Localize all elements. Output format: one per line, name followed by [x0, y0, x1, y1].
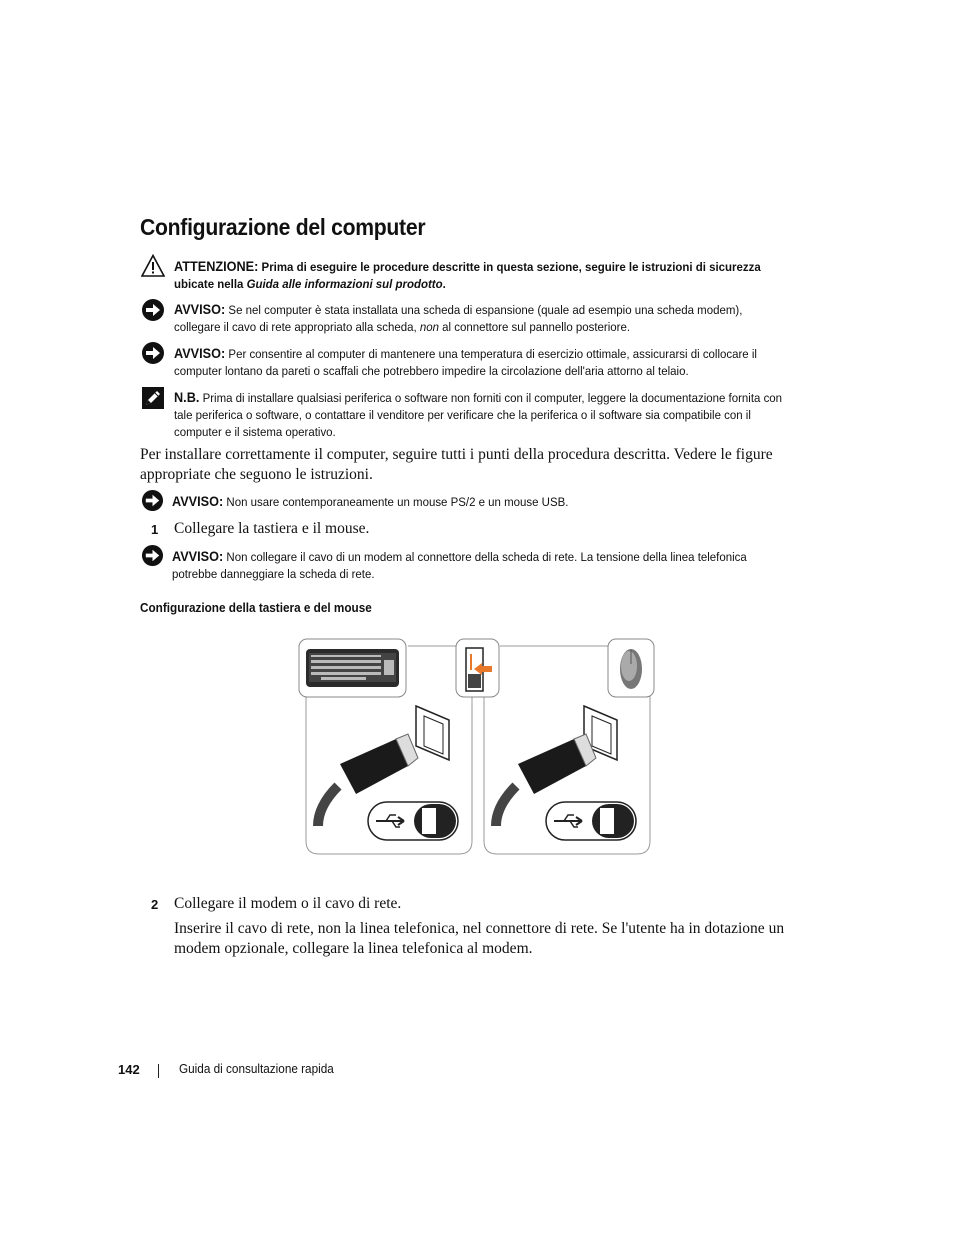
- notice-tail: .: [442, 277, 446, 291]
- notice-emphasis: Guida alle informazioni sul prodotto: [246, 277, 443, 291]
- step-detail: Inserire il cavo di rete, non la linea telefonica, nel connettore di rete. Se l'utente ha in dotazione un modem opzionale, collegare la linea telefonica al modem.: [174, 920, 785, 957]
- notice-text: Non usare contemporaneamente un mouse PS/2 e un mouse USB.: [226, 495, 569, 509]
- notice-arrow-icon: [141, 298, 165, 322]
- step-text: Collegare la tastiera e il mouse.: [174, 520, 370, 537]
- avviso-notice-temperature: [174, 345, 785, 380]
- notice-arrow-icon: [141, 341, 165, 365]
- usb-symbol-badge-right: [546, 802, 636, 840]
- notice-label: AVVISO:: [172, 494, 224, 509]
- page-number: 142: [118, 1062, 140, 1077]
- notice-label: AVVISO:: [174, 346, 226, 361]
- notice-arrow-icon: [141, 544, 164, 567]
- notice-text: Prima di eseguire le procedure descritte in questa sezione, seguire le istruzioni di sicurezza ubicate nella: [174, 260, 761, 291]
- footer-doc-title: Guida di consultazione rapida: [179, 1062, 334, 1076]
- figure-caption: Configurazione della tastiera e del mouse: [140, 601, 372, 615]
- notice-text: Prima di installare qualsiasi periferica o software non forniti con il computer, leggere la documentazione fornita con tale periferica o software, o contattare il venditore per verificare che la periferica o il software sia compatibile con il computer e il sistema operativo.: [174, 391, 783, 439]
- avviso-notice-expansion-card: [174, 301, 785, 336]
- attenzione-notice: [174, 258, 785, 293]
- rear-port-indicator-icon: [456, 639, 499, 697]
- intro-paragraph: Per installare correttamente il computer, seguire tutti i punti della procedura descritta. Vedere le figure appropriate che seguono le istruzioni.: [140, 446, 773, 483]
- notice-text: Per consentire al computer di mantenere una temperatura di esercizio ottimale, assicurarsi di collocare il computer lontano da pareti o scaffali che potrebbero impedire la circolazione dell'aria attorno al telaio.: [174, 347, 757, 378]
- notice-text: Non collegare il cavo di un modem al connettore della scheda di rete. La tensione della linea telefonica potrebbe danneggiare la scheda di rete.: [172, 550, 747, 581]
- avviso-notice-modem: [172, 548, 783, 583]
- warning-triangle-icon: [141, 254, 165, 278]
- step-number: 2: [151, 897, 159, 912]
- keyboard-mouse-usb-illustration: [296, 636, 658, 858]
- notice-label: N.B.: [174, 390, 200, 405]
- notice-arrow-icon: [141, 489, 164, 512]
- avviso-notice-ps2: [172, 493, 783, 511]
- notice-label: ATTENZIONE:: [174, 259, 259, 274]
- notice-tail: al connettore sul pannello posteriore.: [438, 320, 631, 334]
- step-text: Collegare il modem o il cavo di rete.: [174, 895, 402, 912]
- notice-text: Se nel computer è stata installata una scheda di espansione (quale ad esempio una scheda modem), collegare il cavo di rete appropriato alla scheda,: [174, 303, 743, 334]
- nb-notice: [174, 389, 785, 441]
- usb-symbol-badge-left: [368, 802, 458, 840]
- note-pencil-icon: [141, 386, 165, 410]
- mouse-icon: [608, 639, 654, 697]
- step-number: 1: [151, 522, 159, 537]
- page-title: Configurazione del computer: [140, 214, 426, 240]
- notice-emphasis: non: [419, 320, 439, 334]
- notice-label: AVVISO:: [172, 549, 224, 564]
- keyboard-icon: [299, 639, 406, 697]
- notice-label: AVVISO:: [174, 302, 226, 317]
- footer-separator: [158, 1064, 159, 1078]
